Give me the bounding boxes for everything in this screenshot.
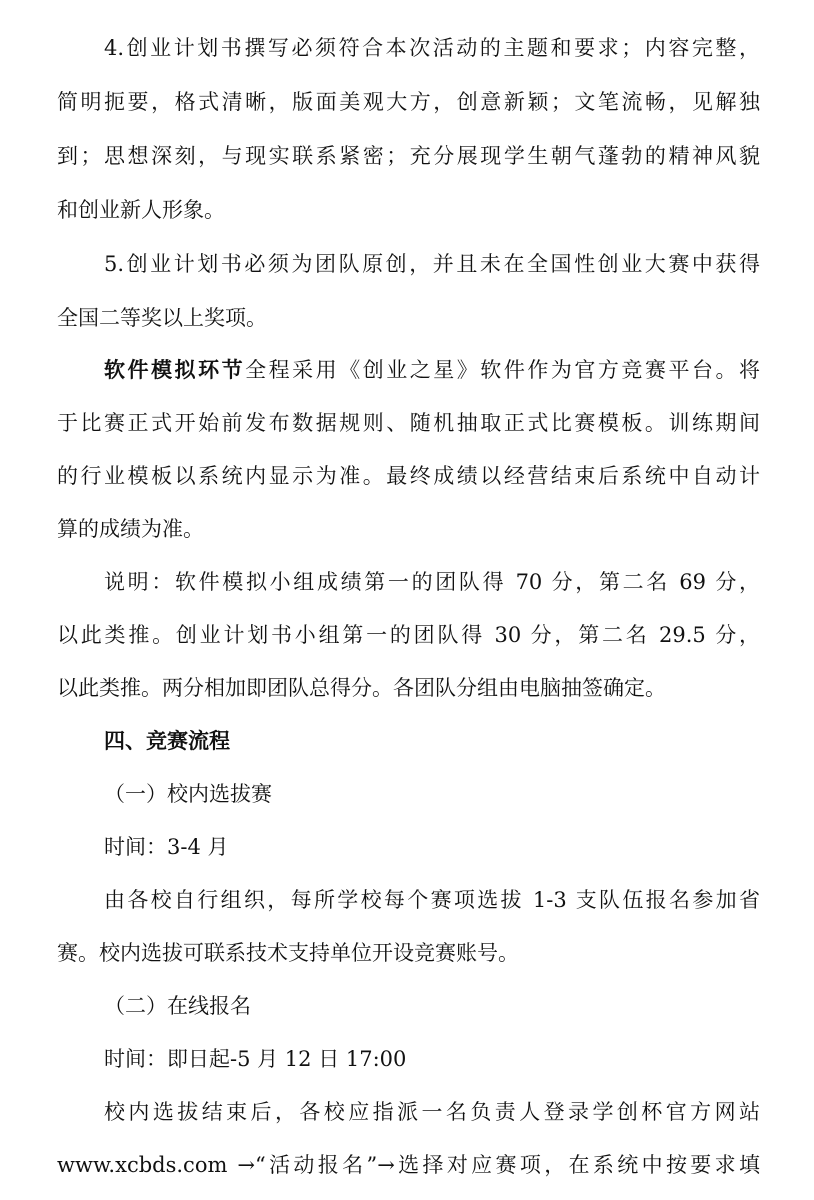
subsection-heading: （二）在线报名 [104,994,251,1018]
time-line: 时间：即日起-5 月 12 日 17:00 [104,1047,407,1071]
paragraph-line: www.xcbds.com →“活动报名”→选择对应赛项，在系统中按要求填 [57,1153,760,1177]
paragraph-text: 全程采用《创业之星》软件作为官方竞赛平台。将 [245,358,760,382]
paragraph-line: 的行业模板以系统内显示为准。最终成绩以经营结束后系统中自动计 [57,464,760,488]
paragraph-line: 算的成绩为准。 [57,517,204,541]
paragraph-line: 4.创业计划书撰写必须符合本次活动的主题和要求；内容完整， [104,36,760,60]
paragraph-line: 由各校自行组织，每所学校每个赛项选拔 1-3 支队伍报名参加省 [104,888,760,912]
paragraph-line [104,355,760,385]
paragraph-line: 5.创业计划书必须为团队原创，并且未在全国性创业大赛中获得 [104,252,760,276]
paragraph-line: 和创业新人形象。 [57,198,225,222]
paragraph-line: 于比赛正式开始前发布数据规则、随机抽取正式比赛模板。训练期间 [57,411,760,435]
paragraph-line: 以此类推。两分相加即团队总得分。各团队分组由电脑抽签确定。 [57,676,666,700]
paragraph-line: 全国二等奖以上奖项。 [57,306,267,330]
paragraph-line: 简明扼要，格式清晰，版面美观大方，创意新颖；文笔流畅，见解独 [57,90,760,114]
time-line: 时间：3-4 月 [104,835,229,859]
subsection-heading: （一）校内选拔赛 [104,782,272,806]
paragraph-line: 说明：软件模拟小组成绩第一的团队得 70 分，第二名 69 分， [104,570,760,594]
paragraph-line: 到；思想深刻，与现实联系紧密；充分展现学生朝气蓬勃的精神风貌 [57,144,760,168]
paragraph-line: 校内选拔结束后，各校应指派一名负责人登录学创杯官方网站 [104,1100,760,1124]
section-heading: 四、竞赛流程 [104,728,230,753]
paragraph-line: 以此类推。创业计划书小组第一的团队得 30 分，第二名 29.5 分， [57,623,760,647]
bold-lead-text: 软件模拟环节 [104,357,246,382]
paragraph-line: 赛。校内选拔可联系技术支持单位开设竞赛账号。 [57,941,519,965]
